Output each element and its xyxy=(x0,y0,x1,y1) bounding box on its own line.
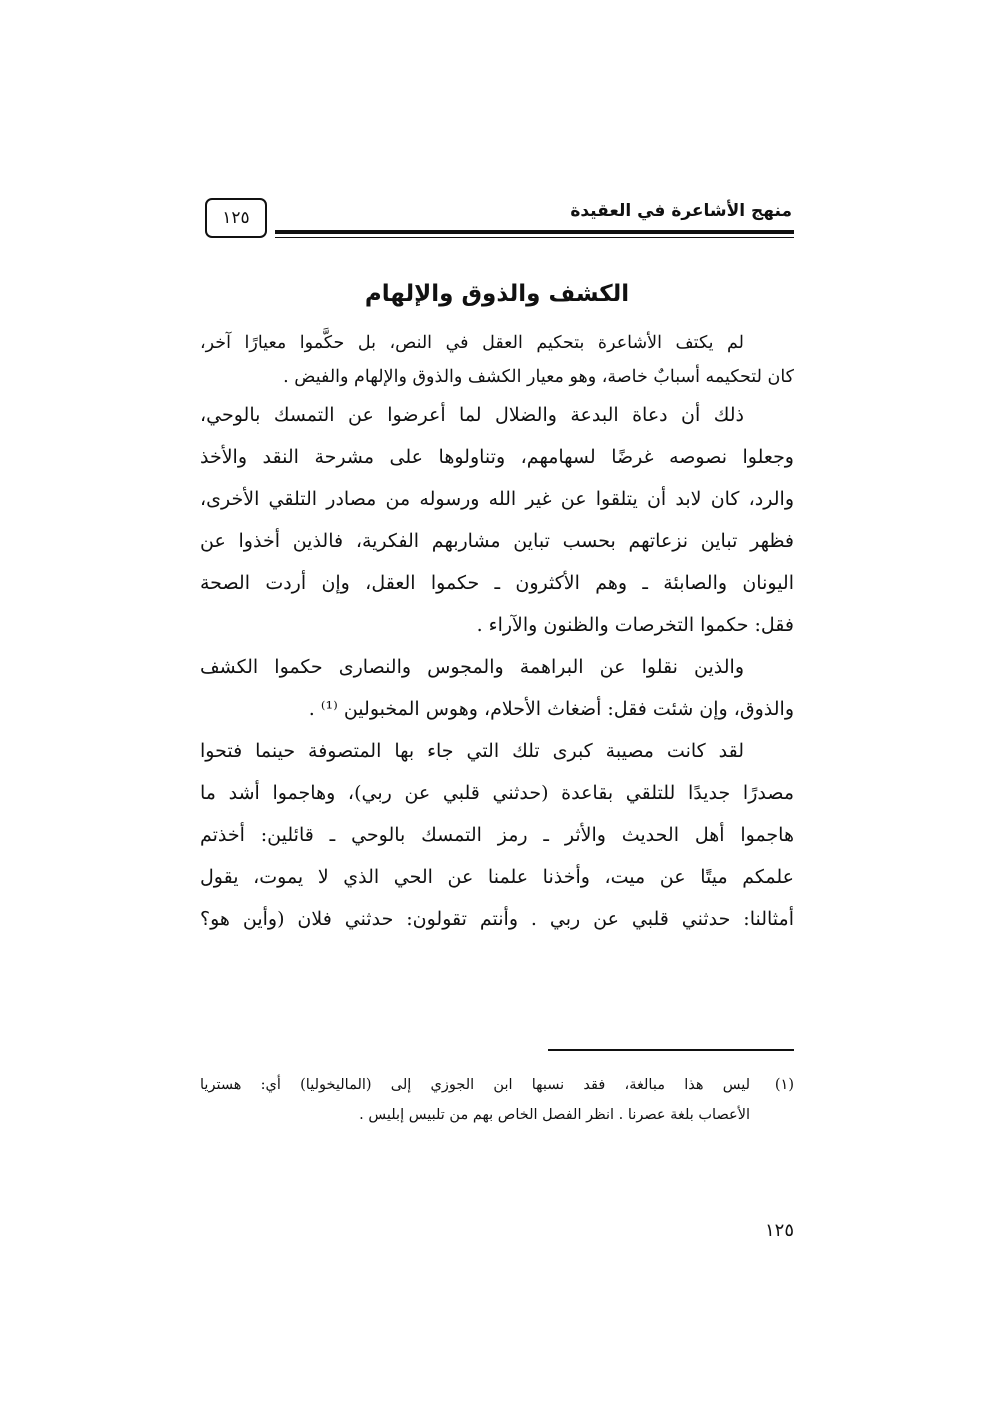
text-line: والذوق، وإن شئت فقل: أضغاث الأحلام، وهوس المخبولين ⁽¹⁾ . xyxy=(308,698,794,720)
footnote-line: الأعصاب بلغة عصرنا . انظر الفصل الخاص بهم من تلبيس إبليس . xyxy=(359,1107,750,1123)
paragraph xyxy=(200,730,794,940)
section-title: الكشف والذوق والإلهام xyxy=(364,281,630,307)
footnote-line: ليس هذا مبالغة، فقد نسبها ابن الجوزي إلى (الماليخوليا) أي: هستريا xyxy=(200,1077,750,1093)
footnote xyxy=(200,1070,794,1130)
text-line: اليونان والصابئة ـ وهم الأكثرون ـ حكموا العقل، وإن أردت الصحة xyxy=(200,572,794,594)
header-page-number: ١٢٥ xyxy=(205,198,267,238)
paragraph xyxy=(200,326,794,394)
text-line: هاجموا أهل الحديث والأثر ـ رمز التمسك بالوحي ـ قائلين: أخذتم xyxy=(200,824,794,846)
text-line: كان لتحكيمه أسبابٌ خاصة، وهو معيار الكشف والذوق والإلهام والفيض . xyxy=(283,367,794,387)
header-rule-thin xyxy=(275,237,794,238)
text-line: فقل: حكموا التخرصات والظنون والآراء . xyxy=(476,614,794,636)
text-line: لقد كانت مصيبة كبرى تلك التي جاء بها المتصوفة حينما فتحوا xyxy=(200,740,744,762)
page-number: ١٢٥ xyxy=(764,1220,794,1241)
header-rule-thick xyxy=(275,230,794,234)
paragraph xyxy=(200,394,794,646)
text-line: والرد، كان لابد أن يتلقوا عن غير الله ورسوله من مصادر التلقي الأخرى، xyxy=(200,488,794,510)
paragraph xyxy=(200,646,794,730)
text-line: لم يكتف الأشاعرة بتحكيم العقل في النص، بل حكَّموا معيارًا آخر، xyxy=(200,333,744,353)
footnote-marker: (١) xyxy=(774,1077,794,1093)
body-text xyxy=(200,326,794,940)
text-line: والذين نقلوا عن البراهمة والمجوس والنصارى حكموا الكشف xyxy=(200,656,744,678)
footnote-separator xyxy=(548,1049,794,1051)
text-line: مصدرًا جديدًا للتلقي بقاعدة (حدثني قلبي عن ربي)، وهاجموا أشد ما xyxy=(200,782,794,804)
text-line: وجعلوا نصوصه غرضًا لسهامهم، وتناولوها على مشرحة النقد والأخذ xyxy=(200,446,794,468)
text-line: أمثالنا: حدثني قلبي عن ربي . وأنتم تقولون: حدثني فلان (وأين هو؟ xyxy=(200,908,794,930)
text-line: فظهر تباين نزعاتهم بحسب تباين مشاربهم الفكرية، فالذين أخذوا عن xyxy=(200,530,794,552)
text-line: علمكم ميتًا عن ميت، وأخذنا علمنا عن الحي الذي لا يموت، يقول xyxy=(200,866,794,888)
text-line: ذلك أن دعاة البدعة والضلال لما أعرضوا عن التمسك بالوحي، xyxy=(200,404,744,426)
running-title: منهج الأشاعرة في العقيدة xyxy=(570,201,792,221)
